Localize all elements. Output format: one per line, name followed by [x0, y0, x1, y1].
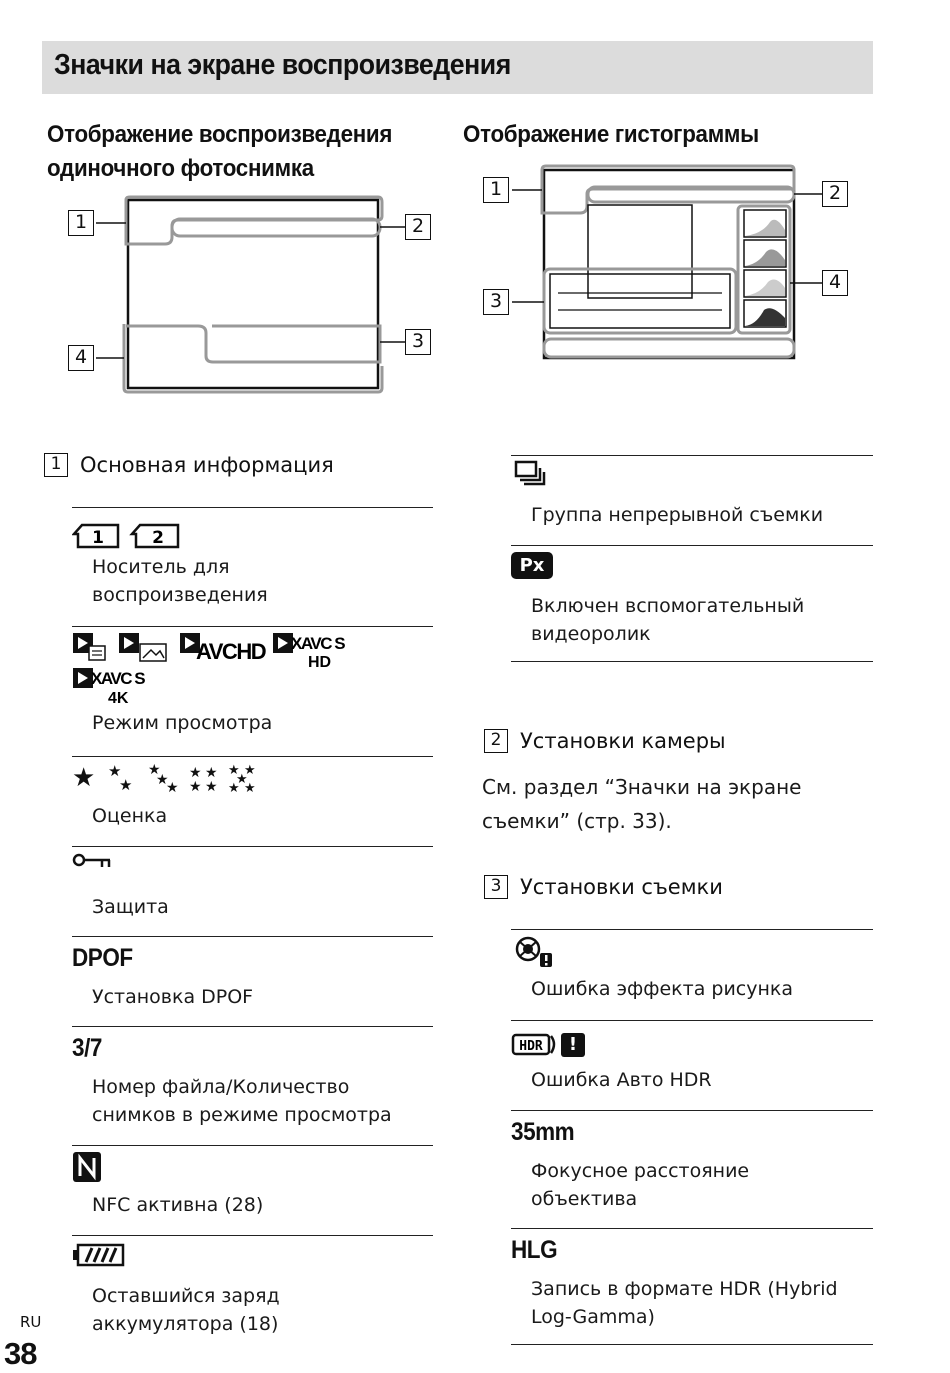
rating-star-icons — [72, 759, 267, 793]
svg-text:★: ★ — [108, 762, 122, 780]
view-mode-icons — [72, 630, 362, 708]
divider — [511, 929, 873, 930]
xavcs-4k-view-icon — [73, 668, 145, 707]
focal-length-code: 35mm — [511, 1118, 575, 1146]
divider — [511, 545, 873, 546]
proxy-px-icon: Px — [511, 552, 553, 579]
svg-text:★: ★ — [205, 779, 218, 793]
section-shooting-heading — [484, 875, 723, 899]
divider — [72, 936, 433, 937]
xavcs-hd-view-icon — [273, 633, 345, 671]
section-basic-number: 1 — [44, 453, 68, 477]
single-callout-3: 3 — [405, 329, 431, 355]
histogram-callout-3: 3 — [483, 289, 509, 315]
hlg-description-line-2: Log-Gamma) — [531, 1306, 655, 1328]
avchd-label: AVCHD — [196, 639, 266, 664]
protect-description: Защита — [92, 896, 169, 918]
protect-key-icon — [72, 853, 114, 871]
picture-effect-error-icon — [514, 936, 554, 968]
4k-label: 4K — [108, 690, 129, 707]
nfc-icon — [72, 1151, 102, 1183]
file-number-code: 3/7 — [72, 1034, 102, 1062]
svg-text:★: ★ — [189, 765, 202, 781]
warning-icon: ! — [561, 1033, 585, 1057]
slot-2-label: 2 — [152, 528, 164, 548]
divider — [72, 846, 433, 847]
page-language: RU — [20, 1313, 42, 1331]
hdr-error-description: Ошибка Авто HDR — [531, 1069, 712, 1091]
divider — [72, 756, 433, 757]
single-display-heading-line-1: Отображение воспроизведения — [47, 121, 393, 148]
media-description — [92, 553, 268, 609]
battery-description — [92, 1282, 280, 1338]
page-title: Значки на экране воспроизведения — [54, 49, 511, 81]
section-basic-heading — [44, 453, 334, 477]
divider — [511, 455, 873, 456]
focal-length-description — [531, 1157, 749, 1213]
section-shooting-number: 3 — [484, 875, 508, 899]
hlg-code: HLG — [511, 1236, 558, 1264]
single-display-heading-line-2: одиночного фотоснимка — [47, 155, 314, 182]
divider — [511, 1020, 873, 1021]
svg-text:★: ★ — [205, 765, 218, 781]
divider — [72, 507, 433, 508]
histogram-display-diagram — [500, 160, 860, 370]
file-number-description-line-1: Номер файла/Количество — [92, 1076, 350, 1098]
date-view-icon — [73, 633, 105, 660]
focal-length-description-line-1: Фокусное расстояние — [531, 1160, 750, 1182]
divider — [72, 1145, 433, 1146]
divider — [72, 1026, 433, 1027]
avchd-view-icon — [180, 633, 266, 664]
svg-text:★: ★ — [189, 779, 202, 793]
histogram-display-heading: Отображение гистограммы — [463, 121, 759, 148]
media-description-line-1: Носитель для — [92, 556, 230, 578]
file-number-description — [92, 1073, 392, 1129]
svg-text:★: ★ — [156, 772, 169, 788]
battery-description-line-2: аккумулятора (18) — [92, 1313, 279, 1335]
section-camera-number: 2 — [484, 729, 508, 753]
section-shooting-title: Установки съемки — [520, 875, 723, 899]
svg-text:★: ★ — [244, 781, 256, 793]
svg-text:★: ★ — [228, 781, 240, 793]
hdr-label: HDR — [519, 1039, 543, 1054]
media-description-line-2: воспроизведения — [92, 584, 268, 606]
slot-1-label: 1 — [92, 528, 104, 548]
section-camera-title: Установки камеры — [520, 729, 726, 753]
view-mode-description: Режим просмотра — [92, 712, 273, 734]
hd-label: HD — [308, 654, 332, 671]
divider — [511, 1228, 873, 1229]
single-callout-4: 4 — [68, 345, 94, 371]
xavcs-hd-label: XAVC S — [291, 634, 345, 653]
svg-text:★: ★ — [236, 772, 248, 787]
single-display-diagram — [60, 190, 440, 405]
rating-description: Оценка — [92, 805, 168, 827]
dpof-description: Установка DPOF — [92, 986, 254, 1008]
focal-length-description-line-2: объектива — [531, 1188, 638, 1210]
battery-icon — [72, 1243, 126, 1267]
svg-text:★: ★ — [244, 763, 256, 778]
svg-text:★: ★ — [119, 776, 133, 793]
file-number-description-line-2: снимков в режиме просмотра — [92, 1104, 392, 1126]
histogram-callout-2: 2 — [822, 181, 848, 207]
memory-card-slot-icon — [72, 522, 184, 550]
divider — [511, 1344, 873, 1345]
svg-text:★: ★ — [166, 780, 179, 793]
hlg-description-line-1: Запись в формате HDR (Hybrid — [531, 1278, 838, 1300]
dpof-code: DPOF — [72, 944, 133, 972]
section-camera-text-line-1: См. раздел “Значки на экране — [482, 775, 802, 799]
svg-text:★: ★ — [228, 763, 240, 778]
divider — [72, 1235, 433, 1236]
still-view-icon — [119, 633, 166, 661]
page-title-bar — [42, 41, 873, 94]
single-display-heading — [47, 118, 392, 186]
hdr-icon — [511, 1032, 559, 1058]
divider — [72, 626, 433, 627]
histogram-callout-1: 1 — [483, 177, 509, 203]
divider — [511, 661, 873, 662]
single-callout-1: 1 — [68, 210, 94, 236]
picture-effect-error-description: Ошибка эффекта рисунка — [531, 978, 794, 1000]
svg-text:★: ★ — [72, 763, 96, 793]
xavcs-4k-label: XAVC S — [91, 669, 145, 688]
battery-description-line-1: Оставшийся заряд — [92, 1285, 280, 1307]
section-camera-text-line-2: съемки” (стр. 33). — [482, 809, 672, 833]
burst-group-description: Группа непрерывной съемки — [531, 504, 824, 526]
section-camera-text — [482, 770, 801, 838]
histogram-callout-4: 4 — [822, 270, 848, 296]
burst-group-icon — [514, 460, 546, 488]
proxy-description-line-2: видеоролик — [531, 623, 651, 645]
hlg-description — [531, 1275, 838, 1331]
svg-text:★: ★ — [148, 762, 161, 778]
nfc-description: NFC активна (28) — [92, 1194, 264, 1216]
single-callout-2: 2 — [405, 214, 431, 240]
proxy-description — [531, 592, 804, 648]
section-camera-heading — [484, 729, 726, 753]
page-number: 38 — [4, 1336, 37, 1371]
section-basic-title: Основная информация — [80, 453, 334, 477]
proxy-description-line-1: Включен вспомогательный — [531, 595, 805, 617]
divider — [511, 1110, 873, 1111]
